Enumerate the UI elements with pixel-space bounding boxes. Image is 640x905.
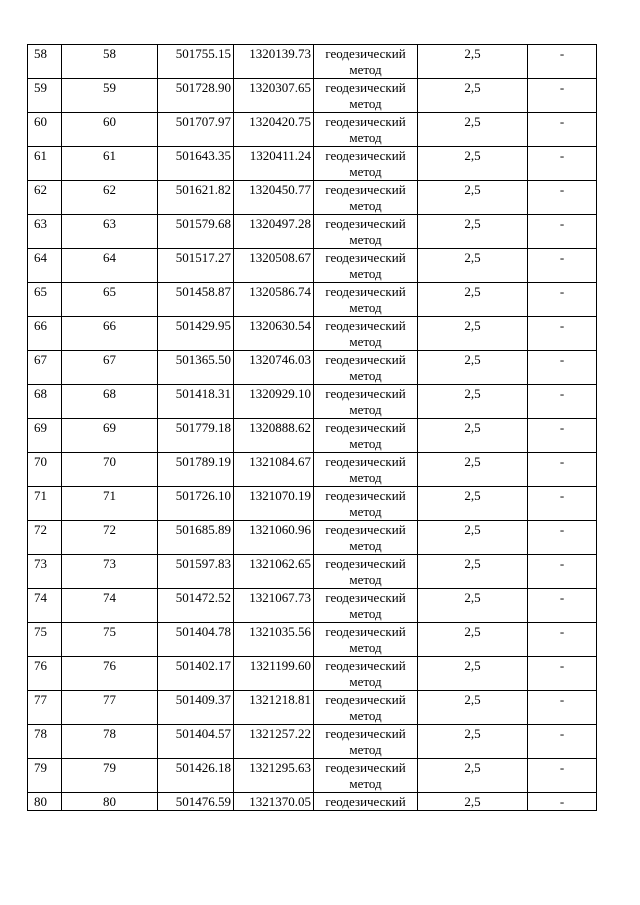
accuracy-cell: 2,5 <box>418 147 528 181</box>
row-number-cell: 72 <box>28 521 62 555</box>
x-coordinate-cell: 501476.59 <box>158 793 234 811</box>
table-row <box>28 589 597 623</box>
y-coordinate-cell: 1320929.10 <box>234 385 314 419</box>
method-cell <box>314 623 418 657</box>
method-text: геодезический <box>325 420 406 435</box>
x-coordinate-cell: 501779.18 <box>158 419 234 453</box>
table-body <box>28 45 597 811</box>
note-cell: - <box>528 487 597 521</box>
method-text: геодезический <box>325 590 406 605</box>
y-coordinate-cell: 1320450.77 <box>234 181 314 215</box>
accuracy-cell: 2,5 <box>418 555 528 589</box>
method-text: геодезический <box>325 216 406 231</box>
y-coordinate-cell: 1321070.19 <box>234 487 314 521</box>
method-text: геодезический <box>325 318 406 333</box>
table-row <box>28 113 597 147</box>
accuracy-cell: 2,5 <box>418 317 528 351</box>
y-coordinate-cell: 1321295.63 <box>234 759 314 793</box>
x-coordinate-cell: 501429.95 <box>158 317 234 351</box>
method-text: геодезический <box>325 794 406 809</box>
x-coordinate-cell: 501707.97 <box>158 113 234 147</box>
note-cell: - <box>528 657 597 691</box>
table-row <box>28 419 597 453</box>
point-number-cell: 63 <box>62 215 158 249</box>
method-text: метод <box>349 368 382 383</box>
point-number-cell: 60 <box>62 113 158 147</box>
x-coordinate-cell: 501404.78 <box>158 623 234 657</box>
table-row <box>28 487 597 521</box>
note-cell: - <box>528 453 597 487</box>
table-row <box>28 759 597 793</box>
method-text: геодезический <box>325 556 406 571</box>
method-cell <box>314 453 418 487</box>
x-coordinate-cell: 501621.82 <box>158 181 234 215</box>
method-text: метод <box>349 674 382 689</box>
y-coordinate-cell: 1320888.62 <box>234 419 314 453</box>
table-row <box>28 623 597 657</box>
method-cell <box>314 385 418 419</box>
method-cell <box>314 351 418 385</box>
accuracy-cell: 2,5 <box>418 589 528 623</box>
table-row <box>28 351 597 385</box>
method-text: геодезический <box>325 760 406 775</box>
method-text: геодезический <box>325 352 406 367</box>
note-cell: - <box>528 215 597 249</box>
row-number-cell: 63 <box>28 215 62 249</box>
note-cell: - <box>528 283 597 317</box>
x-coordinate-cell: 501404.57 <box>158 725 234 759</box>
table-row <box>28 249 597 283</box>
table-row <box>28 725 597 759</box>
point-number-cell: 64 <box>62 249 158 283</box>
accuracy-cell: 2,5 <box>418 215 528 249</box>
method-text: геодезический <box>325 80 406 95</box>
accuracy-cell: 2,5 <box>418 759 528 793</box>
point-number-cell: 72 <box>62 521 158 555</box>
row-number-cell: 68 <box>28 385 62 419</box>
row-number-cell: 69 <box>28 419 62 453</box>
note-cell: - <box>528 351 597 385</box>
method-cell <box>314 691 418 725</box>
method-text: метод <box>349 334 382 349</box>
row-number-cell: 60 <box>28 113 62 147</box>
note-cell: - <box>528 589 597 623</box>
row-number-cell: 77 <box>28 691 62 725</box>
accuracy-cell: 2,5 <box>418 691 528 725</box>
table-row <box>28 147 597 181</box>
point-number-cell: 68 <box>62 385 158 419</box>
table-row <box>28 555 597 589</box>
method-text: метод <box>349 232 382 247</box>
y-coordinate-cell: 1320630.54 <box>234 317 314 351</box>
row-number-cell: 61 <box>28 147 62 181</box>
y-coordinate-cell: 1321035.56 <box>234 623 314 657</box>
table-row <box>28 283 597 317</box>
accuracy-cell: 2,5 <box>418 79 528 113</box>
accuracy-cell: 2,5 <box>418 521 528 555</box>
table-row <box>28 691 597 725</box>
x-coordinate-cell: 501409.37 <box>158 691 234 725</box>
row-number-cell: 67 <box>28 351 62 385</box>
method-text: метод <box>349 708 382 723</box>
table-row <box>28 453 597 487</box>
table-row <box>28 793 597 811</box>
x-coordinate-cell: 501728.90 <box>158 79 234 113</box>
table-row <box>28 385 597 419</box>
point-number-cell: 69 <box>62 419 158 453</box>
accuracy-cell: 2,5 <box>418 113 528 147</box>
y-coordinate-cell: 1321084.67 <box>234 453 314 487</box>
y-coordinate-cell: 1320746.03 <box>234 351 314 385</box>
note-cell: - <box>528 725 597 759</box>
point-number-cell: 62 <box>62 181 158 215</box>
x-coordinate-cell: 501458.87 <box>158 283 234 317</box>
x-coordinate-cell: 501472.52 <box>158 589 234 623</box>
method-text: метод <box>349 504 382 519</box>
accuracy-cell: 2,5 <box>418 453 528 487</box>
row-number-cell: 64 <box>28 249 62 283</box>
row-number-cell: 59 <box>28 79 62 113</box>
y-coordinate-cell: 1320420.75 <box>234 113 314 147</box>
table-row <box>28 657 597 691</box>
method-text: метод <box>349 606 382 621</box>
method-text: метод <box>349 96 382 111</box>
x-coordinate-cell: 501402.17 <box>158 657 234 691</box>
method-text: метод <box>349 402 382 417</box>
x-coordinate-cell: 501755.15 <box>158 45 234 79</box>
method-cell <box>314 317 418 351</box>
y-coordinate-cell: 1321062.65 <box>234 555 314 589</box>
accuracy-cell: 2,5 <box>418 419 528 453</box>
method-text: геодезический <box>325 454 406 469</box>
note-cell: - <box>528 385 597 419</box>
point-number-cell: 70 <box>62 453 158 487</box>
accuracy-cell: 2,5 <box>418 45 528 79</box>
note-cell: - <box>528 79 597 113</box>
y-coordinate-cell: 1321370.05 <box>234 793 314 811</box>
method-cell <box>314 555 418 589</box>
note-cell: - <box>528 555 597 589</box>
coordinates-table <box>27 44 597 811</box>
table-row <box>28 215 597 249</box>
method-text: метод <box>349 62 382 77</box>
row-number-cell: 79 <box>28 759 62 793</box>
point-number-cell: 76 <box>62 657 158 691</box>
method-cell <box>314 147 418 181</box>
method-text: метод <box>349 198 382 213</box>
method-text: метод <box>349 130 382 145</box>
method-text: геодезический <box>325 658 406 673</box>
row-number-cell: 65 <box>28 283 62 317</box>
y-coordinate-cell: 1321067.73 <box>234 589 314 623</box>
accuracy-cell: 2,5 <box>418 725 528 759</box>
point-number-cell: 74 <box>62 589 158 623</box>
method-text: геодезический <box>325 114 406 129</box>
method-text: геодезический <box>325 522 406 537</box>
point-number-cell: 67 <box>62 351 158 385</box>
method-cell <box>314 45 418 79</box>
note-cell: - <box>528 317 597 351</box>
note-cell: - <box>528 249 597 283</box>
point-number-cell: 65 <box>62 283 158 317</box>
row-number-cell: 73 <box>28 555 62 589</box>
method-cell <box>314 249 418 283</box>
method-cell <box>314 725 418 759</box>
table-row <box>28 181 597 215</box>
table-row <box>28 521 597 555</box>
y-coordinate-cell: 1320497.28 <box>234 215 314 249</box>
accuracy-cell: 2,5 <box>418 249 528 283</box>
method-text: метод <box>349 436 382 451</box>
method-cell <box>314 79 418 113</box>
point-number-cell: 66 <box>62 317 158 351</box>
method-text: геодезический <box>325 182 406 197</box>
note-cell: - <box>528 181 597 215</box>
y-coordinate-cell: 1321060.96 <box>234 521 314 555</box>
accuracy-cell: 2,5 <box>418 487 528 521</box>
row-number-cell: 76 <box>28 657 62 691</box>
note-cell: - <box>528 419 597 453</box>
method-text: метод <box>349 538 382 553</box>
row-number-cell: 70 <box>28 453 62 487</box>
note-cell: - <box>528 113 597 147</box>
method-cell <box>314 181 418 215</box>
y-coordinate-cell: 1320139.73 <box>234 45 314 79</box>
method-cell <box>314 759 418 793</box>
method-text: метод <box>349 164 382 179</box>
table-row <box>28 79 597 113</box>
x-coordinate-cell: 501418.31 <box>158 385 234 419</box>
method-text: метод <box>349 266 382 281</box>
method-cell <box>314 589 418 623</box>
table-row <box>28 317 597 351</box>
x-coordinate-cell: 501365.50 <box>158 351 234 385</box>
x-coordinate-cell: 501579.68 <box>158 215 234 249</box>
point-number-cell: 80 <box>62 793 158 811</box>
row-number-cell: 58 <box>28 45 62 79</box>
note-cell: - <box>528 147 597 181</box>
method-text: метод <box>349 300 382 315</box>
y-coordinate-cell: 1320411.24 <box>234 147 314 181</box>
point-number-cell: 75 <box>62 623 158 657</box>
x-coordinate-cell: 501426.18 <box>158 759 234 793</box>
note-cell: - <box>528 691 597 725</box>
accuracy-cell: 2,5 <box>418 283 528 317</box>
method-text: геодезический <box>325 46 406 61</box>
point-number-cell: 73 <box>62 555 158 589</box>
point-number-cell: 58 <box>62 45 158 79</box>
row-number-cell: 74 <box>28 589 62 623</box>
method-text: метод <box>349 470 382 485</box>
y-coordinate-cell: 1320307.65 <box>234 79 314 113</box>
row-number-cell: 71 <box>28 487 62 521</box>
accuracy-cell: 2,5 <box>418 385 528 419</box>
method-cell <box>314 419 418 453</box>
note-cell: - <box>528 623 597 657</box>
accuracy-cell: 2,5 <box>418 793 528 811</box>
note-cell: - <box>528 521 597 555</box>
y-coordinate-cell: 1320508.67 <box>234 249 314 283</box>
x-coordinate-cell: 501517.27 <box>158 249 234 283</box>
point-number-cell: 59 <box>62 79 158 113</box>
method-cell <box>314 521 418 555</box>
row-number-cell: 78 <box>28 725 62 759</box>
method-text: метод <box>349 572 382 587</box>
method-text: геодезический <box>325 488 406 503</box>
point-number-cell: 71 <box>62 487 158 521</box>
note-cell: - <box>528 45 597 79</box>
method-text: геодезический <box>325 726 406 741</box>
method-cell <box>314 215 418 249</box>
method-text: метод <box>349 640 382 655</box>
method-cell <box>314 657 418 691</box>
method-cell <box>314 793 418 811</box>
table-row <box>28 45 597 79</box>
method-text: геодезический <box>325 692 406 707</box>
accuracy-cell: 2,5 <box>418 351 528 385</box>
point-number-cell: 79 <box>62 759 158 793</box>
method-text: метод <box>349 742 382 757</box>
method-text: метод <box>349 776 382 791</box>
y-coordinate-cell: 1321199.60 <box>234 657 314 691</box>
method-cell <box>314 283 418 317</box>
point-number-cell: 78 <box>62 725 158 759</box>
method-text: геодезический <box>325 386 406 401</box>
note-cell: - <box>528 793 597 811</box>
note-cell: - <box>528 759 597 793</box>
point-number-cell: 77 <box>62 691 158 725</box>
accuracy-cell: 2,5 <box>418 181 528 215</box>
y-coordinate-cell: 1321257.22 <box>234 725 314 759</box>
row-number-cell: 62 <box>28 181 62 215</box>
x-coordinate-cell: 501789.19 <box>158 453 234 487</box>
method-text: геодезический <box>325 250 406 265</box>
y-coordinate-cell: 1320586.74 <box>234 283 314 317</box>
accuracy-cell: 2,5 <box>418 623 528 657</box>
method-text: геодезический <box>325 148 406 163</box>
point-number-cell: 61 <box>62 147 158 181</box>
x-coordinate-cell: 501643.35 <box>158 147 234 181</box>
x-coordinate-cell: 501726.10 <box>158 487 234 521</box>
x-coordinate-cell: 501597.83 <box>158 555 234 589</box>
method-cell <box>314 113 418 147</box>
method-text: геодезический <box>325 284 406 299</box>
y-coordinate-cell: 1321218.81 <box>234 691 314 725</box>
method-text: геодезический <box>325 624 406 639</box>
row-number-cell: 75 <box>28 623 62 657</box>
accuracy-cell: 2,5 <box>418 657 528 691</box>
x-coordinate-cell: 501685.89 <box>158 521 234 555</box>
row-number-cell: 66 <box>28 317 62 351</box>
method-cell <box>314 487 418 521</box>
row-number-cell: 80 <box>28 793 62 811</box>
